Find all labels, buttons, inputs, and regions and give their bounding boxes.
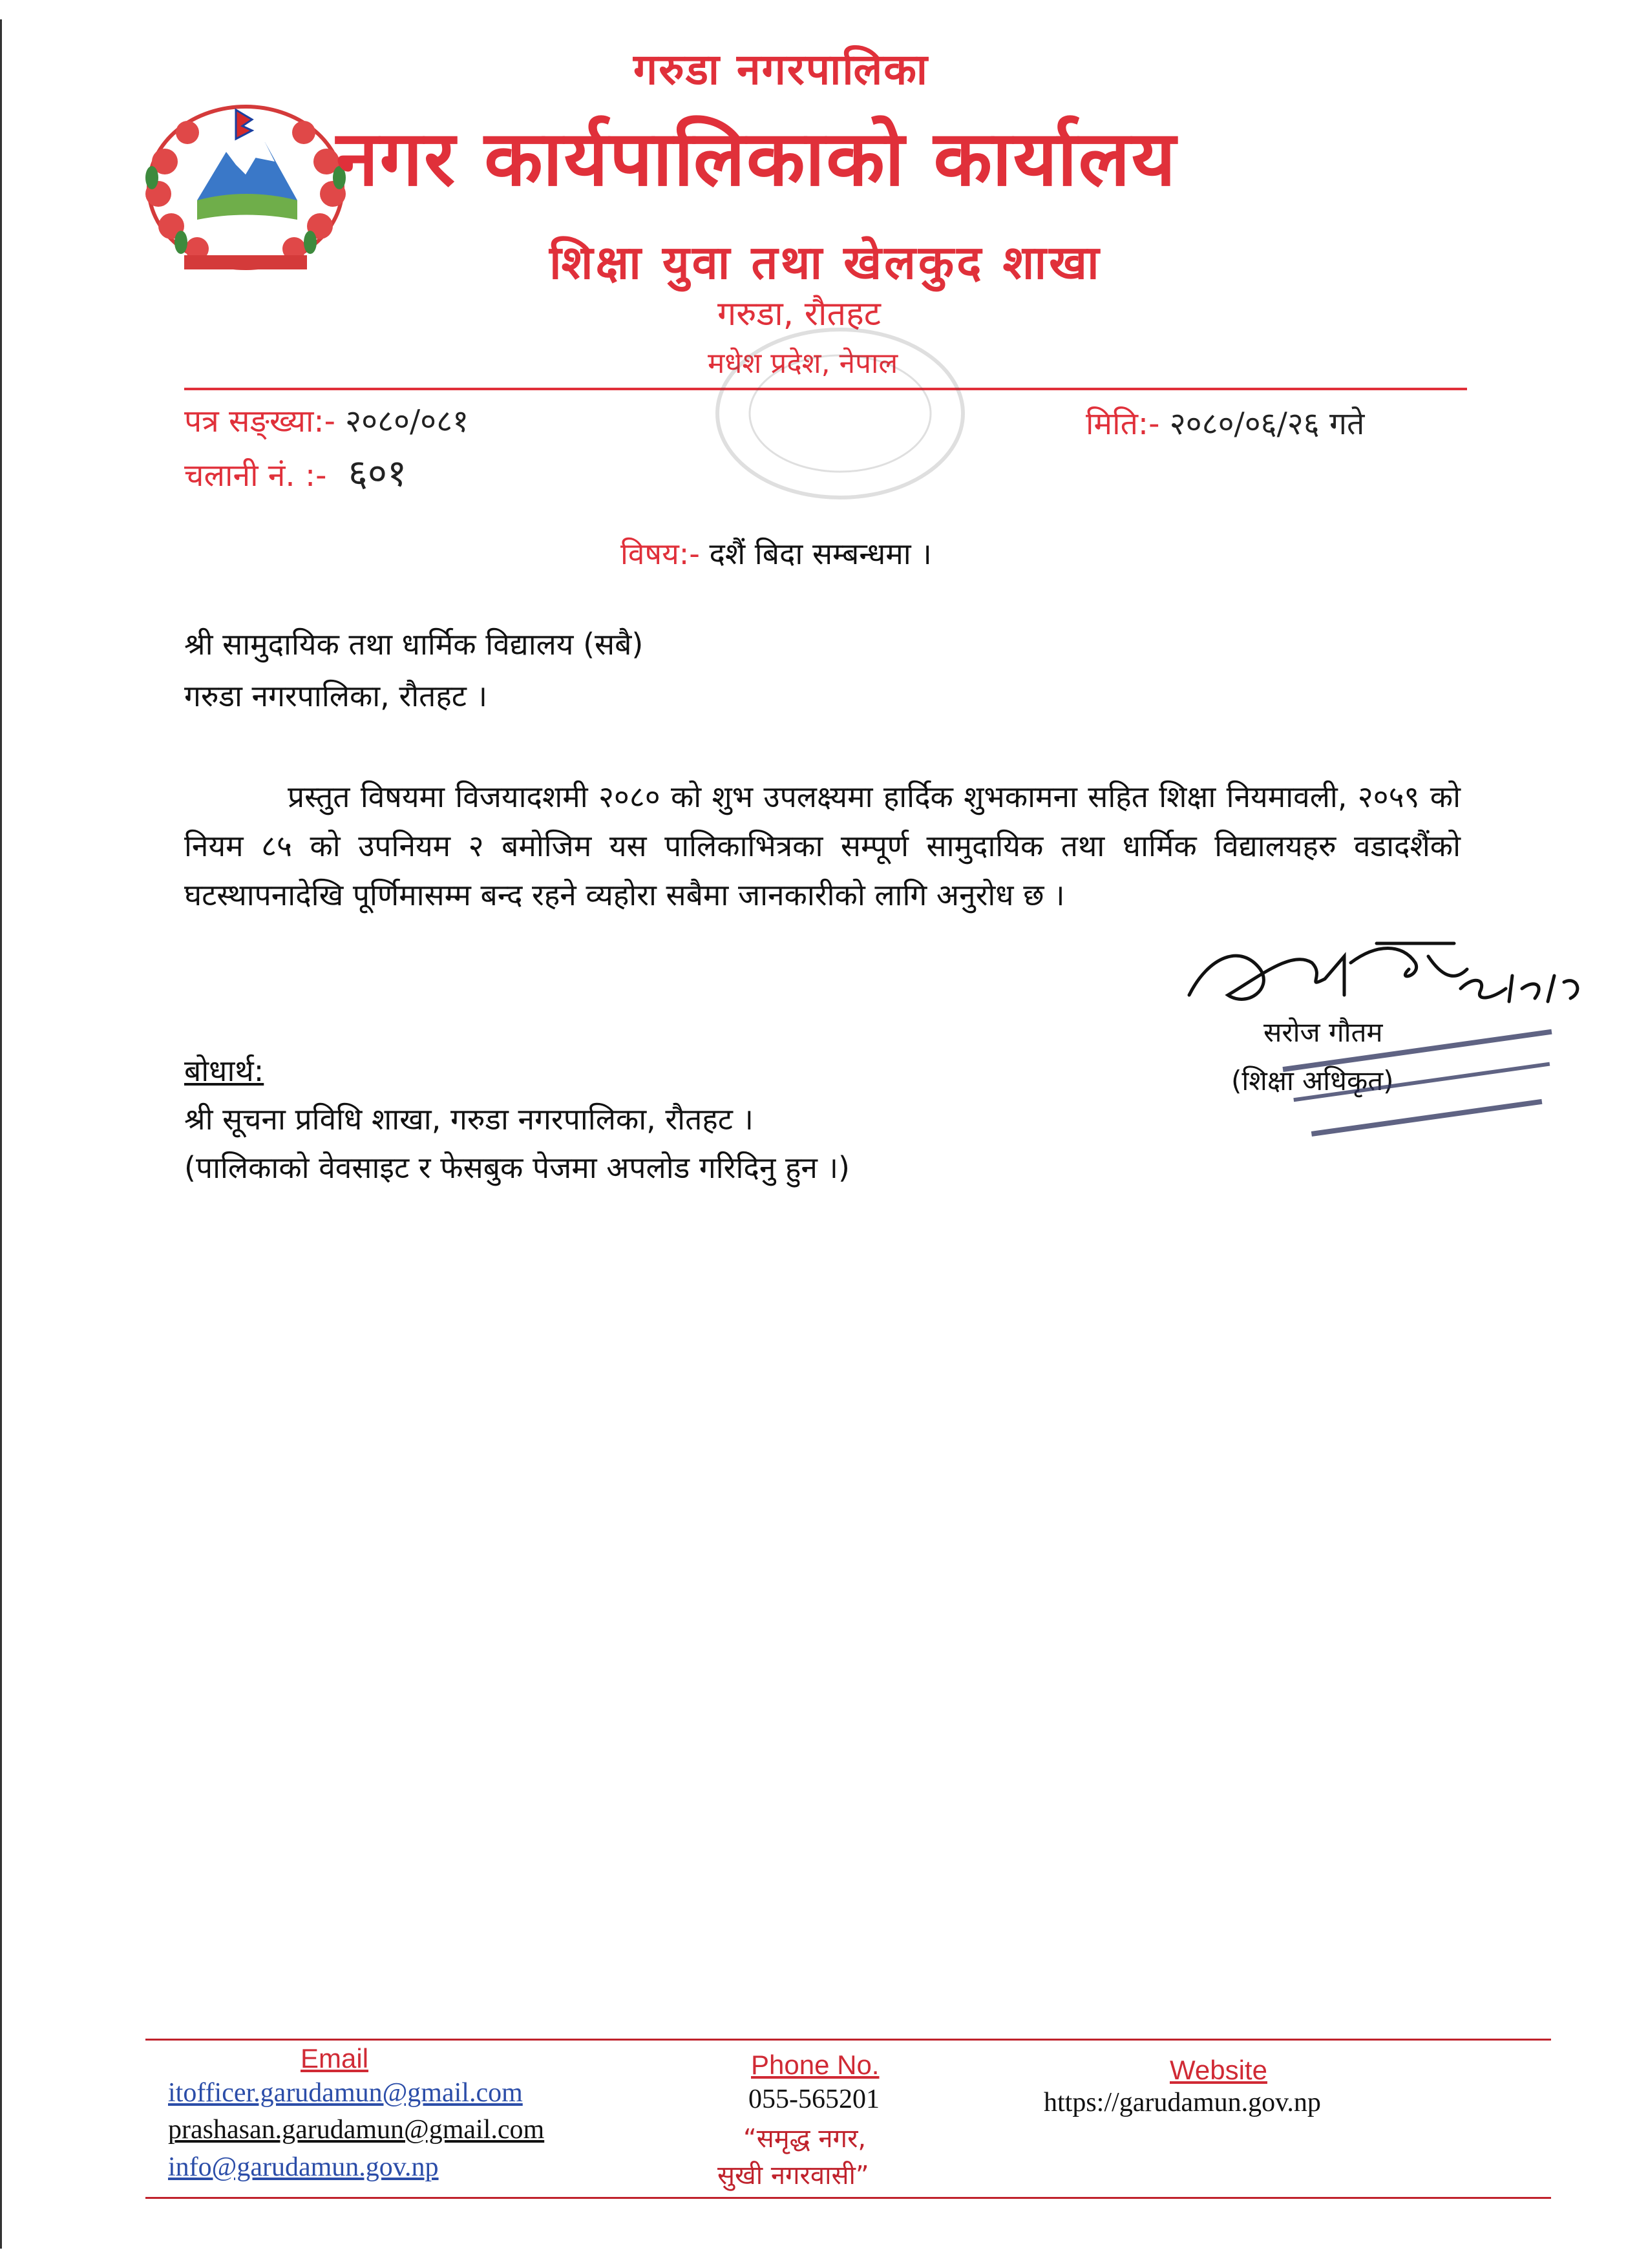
reference-number bbox=[184, 399, 469, 441]
reference-label: पत्र सङ्ख्या:- bbox=[184, 403, 335, 439]
footer-bottom-divider bbox=[145, 2197, 1551, 2199]
slogan-line-1: “समृद्ध नगर, bbox=[743, 2124, 867, 2154]
faint-office-stamp bbox=[704, 317, 976, 510]
email-link-it[interactable]: itofficer.garudamun@gmail.com bbox=[168, 2078, 523, 2108]
scan-edge bbox=[0, 19, 6, 2249]
reference-value: २०८०/०८१ bbox=[345, 403, 469, 439]
nepal-emblem-icon bbox=[139, 90, 352, 278]
cc-line-2: (पालिकाको वेवसाइट र फेसबुक पेजमा अपलोड गरिदिनु हुन ।) bbox=[184, 1150, 850, 1185]
subject-label: विषय:- bbox=[620, 536, 700, 571]
recipient-line-2: गरुडा नगरपालिका, रौतहट । bbox=[184, 678, 488, 713]
signer-title: (शिक्षा अधिकृत) bbox=[1231, 1065, 1394, 1097]
letter-body: प्रस्तुत विषयमा विजयादशमी २०८० को शुभ उपलक्ष्यमा हार्दिक शुभकामना सहित शिक्षा नियमावली, २०५९ को नियम ८५ को उपनियम २ बमोजिम यस पालिकाभित्रका सम्पूर्ण सामुदायिक तथा धार्मिक विद्यालयहरु वडादशैंको घटस्थापनादेखि पूर्णिमासम्म बन्द रहने व्यहोरा सबैमा जानकारीको लागि अनुरोध छ । bbox=[184, 779, 1461, 912]
dispatch-label: चलानी नं. :- bbox=[184, 457, 327, 494]
phone-number: 055-565201 bbox=[748, 2084, 880, 2114]
subject-text: दशैं बिदा सम्बन्धमा । bbox=[709, 536, 932, 571]
dispatch-number bbox=[184, 446, 407, 497]
slogan-line-2: सुखी नगरवासी” bbox=[717, 2161, 869, 2190]
website-heading: Website bbox=[1170, 2055, 1267, 2085]
dispatch-value: ६०१ bbox=[348, 451, 407, 495]
branch-name: शिक्षा युवा तथा खेलकुद शाखा bbox=[549, 235, 1102, 289]
date-value: २०८०/०६/२६ गते bbox=[1169, 406, 1365, 442]
date-label: मिति:- bbox=[1086, 406, 1160, 442]
website-url[interactable]: https://garudamun.gov.np bbox=[1044, 2088, 1321, 2117]
footer-top-divider bbox=[145, 2039, 1551, 2041]
email-heading: Email bbox=[301, 2043, 369, 2074]
handwritten-signature bbox=[1183, 918, 1596, 1021]
recipient-line-1: श्री सामुदायिक तथा धार्मिक विद्यालय (सबै) bbox=[184, 627, 644, 662]
officer-rubber-stamp bbox=[1267, 1008, 1590, 1157]
cc-line-1: श्री सूचना प्रविधि शाखा, गरुडा नगरपालिका, रौतहट । bbox=[184, 1102, 754, 1137]
cc-heading: बोधार्थ: bbox=[184, 1053, 264, 1088]
email-link-admin[interactable]: prashasan.garudamun@gmail.com bbox=[168, 2115, 545, 2145]
office-title: नगर कार्यपालिकाको कार्यालय bbox=[336, 114, 1178, 203]
subject-line bbox=[620, 533, 932, 573]
phone-heading: Phone No. bbox=[751, 2050, 880, 2080]
signer-name: सरोज गौतम bbox=[1263, 1016, 1383, 1048]
office-location: गरुडा, रौतहट bbox=[717, 295, 881, 333]
email-link-info[interactable]: info@garudamun.gov.np bbox=[168, 2152, 439, 2182]
office-province: मधेश प्रदेश, नेपाल bbox=[708, 347, 898, 380]
letter-date bbox=[1086, 402, 1364, 444]
municipality-name: गरुडा नगरपालिका bbox=[633, 45, 929, 94]
